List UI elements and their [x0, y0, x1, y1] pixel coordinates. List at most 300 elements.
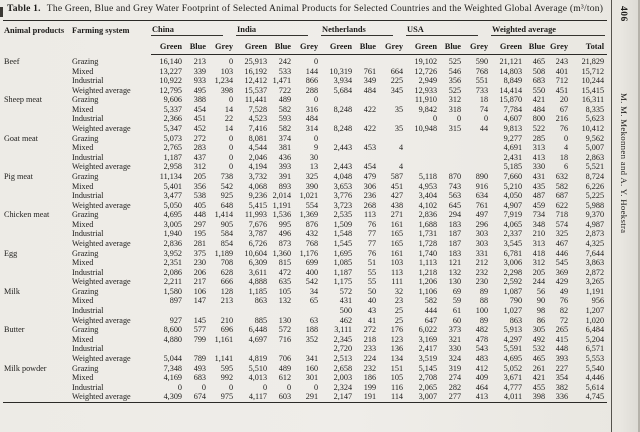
value-cell: 1,695 — [333, 248, 353, 258]
value-cell: 497 — [475, 210, 489, 220]
value-cell: 272 — [193, 133, 206, 143]
value-cell: 634 — [475, 191, 489, 201]
value-cell: 291 — [305, 392, 319, 402]
table-area — [3, 3, 609, 403]
value-cell — [379, 95, 406, 105]
value-cell: 1,176 — [299, 248, 319, 258]
value-cell: 331 — [475, 248, 489, 258]
value-cell: 413 — [475, 392, 489, 402]
value-cell: 1,021 — [299, 191, 319, 201]
farming-system-cell: Weighted average — [72, 277, 131, 287]
value-cell: 116 — [391, 382, 404, 392]
value-cell: 145 — [193, 315, 206, 325]
value-cell: 436 — [278, 152, 292, 162]
table-row — [3, 172, 607, 182]
value-cell: 2,872 — [585, 267, 605, 277]
value-cell: 4,987 — [585, 219, 605, 229]
product-cell — [3, 67, 71, 77]
value-cell: 14,803 — [499, 66, 523, 76]
value-cell: 230 — [475, 277, 489, 287]
value-cell: 2,351 — [163, 258, 182, 268]
value-cell: 9 — [313, 143, 319, 153]
value-cell: 1,161 — [214, 334, 234, 344]
farming-system-cell: Mixed — [72, 143, 94, 153]
value-cell: 2,086 — [163, 267, 182, 277]
value-cell: 296 — [475, 219, 489, 229]
value-cell: 484 — [305, 114, 319, 124]
farming-system-cell: Grazing — [72, 286, 99, 296]
value-cell — [151, 344, 185, 354]
value-cell: 375 — [193, 248, 206, 258]
value-cell — [355, 55, 379, 67]
value-cell: 398 — [532, 392, 546, 402]
value-cell: 187 — [448, 229, 462, 239]
value-cell: 35 — [394, 124, 404, 134]
value-cell: 975 — [220, 392, 234, 402]
value-cell: 4,777 — [503, 382, 523, 392]
value-cell: 281 — [193, 238, 206, 248]
value-cell: 409 — [475, 373, 489, 383]
value-cell: 55 — [367, 277, 377, 287]
value-cell: 1,471 — [272, 76, 292, 86]
value-cell: 105 — [278, 286, 292, 296]
value-cell: 2,046 — [248, 152, 268, 162]
value-cell — [406, 143, 440, 153]
value-cell: 381 — [278, 143, 292, 153]
product-cell: Pig meat — [4, 171, 33, 181]
farming-system-cell: Mixed — [72, 296, 94, 306]
value-cell: 5,050 — [163, 200, 182, 210]
value-cell: 352 — [305, 334, 319, 344]
value-cell: 587 — [390, 171, 404, 181]
farming-system-cell: Mixed — [72, 104, 94, 114]
value-cell: 706 — [278, 353, 292, 363]
value-cell: 303 — [475, 238, 489, 248]
value-cell: 666 — [220, 277, 234, 287]
value-cell: 1,191 — [585, 286, 605, 296]
value-cell: 0 — [313, 95, 319, 105]
value-cell: 325 — [555, 229, 569, 239]
farming-system-cell: Weighted average — [72, 162, 131, 172]
value-cell: 114 — [391, 392, 404, 402]
table-row — [3, 364, 607, 374]
col-header-green: Green — [321, 40, 355, 55]
value-cell: 30 — [309, 152, 319, 162]
value-cell: 49 — [559, 286, 569, 296]
col-header-green: Green — [236, 40, 270, 55]
value-cell: 893 — [278, 181, 292, 191]
table-label: Table 1. — [7, 3, 41, 14]
value-cell: 272 — [363, 325, 377, 335]
farming-system-cell: Mixed — [72, 219, 94, 229]
farming-system-cell: Industrial — [72, 306, 104, 316]
value-cell: 16,311 — [581, 95, 605, 105]
value-cell: 464 — [475, 382, 489, 392]
value-cell: 12,933 — [414, 85, 438, 95]
value-cell: 0 — [228, 382, 234, 392]
value-cell: 232 — [475, 267, 489, 277]
value-cell: 8,248 — [333, 104, 353, 114]
value-cell: 130 — [448, 277, 462, 287]
col-header-grey: Grey — [209, 40, 236, 55]
value-cell: 2,708 — [418, 373, 438, 383]
col-header-blue: Blue — [525, 40, 548, 55]
value-cell: 418 — [532, 248, 546, 258]
value-cell: 282 — [448, 382, 462, 392]
farming-system-cell: Mixed — [72, 258, 94, 268]
value-cell: 992 — [220, 373, 234, 383]
value-cell: 13,227 — [159, 66, 182, 76]
table-row — [3, 316, 607, 326]
value-cell: 0 — [228, 143, 234, 153]
farming-system-cell: Grazing — [72, 56, 99, 66]
value-cell: 0 — [286, 382, 292, 392]
value-cell: 465 — [532, 57, 546, 66]
value-cell: 628 — [220, 267, 234, 277]
value-cell: 43 — [367, 306, 377, 316]
col-group-label: USA — [406, 25, 478, 36]
value-cell: 6,726 — [248, 238, 268, 248]
value-cell: 4,194 — [248, 162, 268, 172]
value-cell: 3,519 — [418, 353, 438, 363]
value-cell: 4,544 — [248, 143, 268, 153]
value-cell: 3,545 — [503, 238, 523, 248]
value-cell: 995 — [278, 219, 292, 229]
value-cell: 0 — [201, 382, 206, 392]
value-cell: 1,218 — [418, 267, 438, 277]
value-cell: 885 — [254, 315, 268, 325]
table-row — [3, 306, 607, 316]
running-head: M. M. Mekonnen and A. Y. Hoekstra — [619, 93, 629, 234]
value-cell: 4 — [398, 162, 404, 172]
value-cell: 582 — [278, 104, 292, 114]
value-cell: 236 — [363, 191, 377, 201]
value-cell: 0 — [456, 114, 462, 124]
value-cell — [294, 344, 321, 354]
value-cell — [440, 143, 464, 153]
farming-system-cell: Weighted average — [72, 238, 131, 248]
value-cell: 111 — [391, 277, 404, 287]
value-cell: 210 — [220, 315, 234, 325]
table-row — [3, 354, 607, 364]
value-cell: 336 — [555, 392, 569, 402]
value-cell: 401 — [555, 66, 569, 76]
value-cell: 2,765 — [163, 143, 182, 153]
farming-system-cell: Grazing — [72, 325, 99, 335]
value-cell: 60 — [452, 315, 462, 325]
value-cell: 12,726 — [414, 66, 438, 76]
value-cell: 4,907 — [503, 200, 523, 210]
value-cell: 147 — [193, 296, 206, 306]
table-row — [3, 373, 607, 383]
value-cell: 32 — [394, 286, 404, 296]
value-cell: 405 — [193, 200, 206, 210]
value-cell: 435 — [532, 181, 546, 191]
value-cell: 165 — [390, 229, 404, 239]
value-cell: 9,236 — [248, 191, 268, 201]
product-cell — [3, 124, 71, 134]
value-cell: 465 — [532, 353, 546, 363]
value-cell: 5,073 — [163, 133, 182, 143]
farming-system-cell: Grazing — [72, 363, 99, 373]
value-cell: 218 — [363, 334, 377, 344]
value-cell: 2,211 — [163, 277, 182, 287]
value-cell: 1,187 — [333, 267, 353, 277]
value-cell: 176 — [390, 325, 404, 335]
value-cell: 11,441 — [244, 95, 268, 105]
value-cell: 1,234 — [214, 76, 234, 86]
value-cell: 76 — [367, 219, 377, 229]
value-cell: 448 — [555, 344, 569, 354]
product-cell — [3, 114, 71, 124]
col-group-label: Weighted average — [491, 25, 605, 36]
value-cell: 462 — [339, 315, 353, 325]
value-cell: 495 — [193, 85, 206, 95]
value-cell: 5,401 — [163, 181, 182, 191]
value-cell: 89 — [479, 315, 489, 325]
value-cell: 67 — [559, 104, 569, 114]
value-cell: 18 — [559, 152, 569, 162]
value-cell: 674 — [193, 392, 206, 402]
value-cell: 554 — [305, 200, 319, 210]
value-cell: 398 — [220, 85, 234, 95]
col-header-blue: Blue — [440, 40, 464, 55]
value-cell: 645 — [448, 200, 462, 210]
value-cell: 582 — [424, 296, 438, 306]
value-cell: 288 — [305, 85, 319, 95]
value-cell: 533 — [278, 66, 292, 76]
table-row — [3, 383, 607, 393]
value-cell: 1,369 — [299, 210, 319, 220]
value-cell: 1,940 — [163, 229, 182, 239]
value-cell: 325 — [305, 171, 319, 181]
farming-system-cell: Grazing — [72, 210, 99, 220]
value-cell: 35 — [394, 104, 404, 114]
value-cell: 13 — [309, 162, 319, 172]
value-cell: 897 — [169, 296, 182, 306]
value-cell — [270, 306, 294, 316]
value-cell: 0 — [228, 162, 234, 172]
value-cell: 303 — [475, 229, 489, 239]
value-cell: 206 — [193, 267, 206, 277]
value-cell: 577 — [193, 325, 206, 335]
value-cell: 20 — [559, 95, 569, 105]
value-cell: 210 — [532, 229, 546, 239]
table-row — [3, 124, 607, 134]
value-cell: 2,873 — [585, 229, 605, 239]
value-cell: 103 — [390, 258, 404, 268]
value-cell: 5,540 — [585, 363, 605, 373]
table-row — [3, 105, 607, 115]
value-cell: 224 — [363, 353, 377, 363]
farming-system-cell: Weighted average — [72, 392, 131, 402]
value-cell: 493 — [193, 363, 206, 373]
value-cell: 4,697 — [248, 334, 268, 344]
value-cell: 373 — [448, 325, 462, 335]
farming-system-cell: Grazing — [72, 171, 99, 181]
value-cell: 69 — [452, 286, 462, 296]
product-cell — [3, 316, 71, 326]
value-cell — [151, 306, 185, 316]
value-cell: 4,691 — [503, 143, 523, 153]
product-cell — [3, 296, 71, 306]
value-cell — [464, 162, 491, 172]
value-cell: 14 — [224, 104, 234, 114]
product-cell — [3, 86, 71, 96]
value-cell: 454 — [363, 162, 377, 172]
value-cell: 10,319 — [329, 66, 353, 76]
water-footprint-table — [3, 20, 607, 403]
value-cell: 1,113 — [418, 258, 438, 268]
farming-system-cell: Industrial — [72, 344, 104, 354]
value-cell: 815 — [278, 258, 292, 268]
value-cell: 2,592 — [503, 277, 523, 287]
value-cell: 15,537 — [244, 85, 268, 95]
col-header-green: Green — [491, 40, 525, 55]
value-cell: 88 — [479, 296, 489, 306]
table-row — [3, 335, 607, 345]
value-cell: 696 — [220, 325, 234, 335]
value-cell: 134 — [390, 353, 404, 363]
value-cell: 8,849 — [503, 76, 523, 86]
value-cell: 9,842 — [418, 104, 438, 114]
value-cell: 1,191 — [272, 200, 292, 210]
value-cell: 508 — [532, 66, 546, 76]
col-group-label: Netherlands — [321, 25, 393, 36]
value-cell: 484 — [532, 104, 546, 114]
value-cell: 77 — [367, 229, 377, 239]
value-cell — [464, 153, 491, 163]
value-cell: 89 — [479, 286, 489, 296]
value-cell: 5,337 — [163, 104, 182, 114]
value-cell: 2,337 — [503, 229, 523, 239]
value-cell: 5,204 — [585, 334, 605, 344]
value-cell: 14,414 — [499, 85, 523, 95]
value-cell: 232 — [363, 363, 377, 373]
value-cell: 77 — [367, 238, 377, 248]
farming-system-cell: Grazing — [72, 248, 99, 258]
value-cell: 388 — [193, 95, 206, 105]
value-cell: 10,922 — [159, 76, 182, 86]
value-cell: 2,417 — [418, 344, 438, 354]
table-row — [3, 229, 607, 239]
value-cell: 437 — [193, 152, 206, 162]
value-cell: 2,431 — [503, 152, 523, 162]
value-cell: 2,443 — [333, 143, 353, 153]
value-cell: 2,949 — [418, 76, 438, 86]
value-cell: 799 — [193, 334, 206, 344]
value-cell: 482 — [475, 325, 489, 335]
value-cell: 0 — [177, 382, 182, 392]
value-cell: 412 — [475, 363, 489, 373]
col-group-india — [236, 21, 321, 41]
col-header-farming-system: Farming system — [72, 26, 130, 35]
page-number: 406 — [618, 6, 628, 22]
farming-system-cell: Weighted average — [72, 200, 131, 210]
farming-system-cell: Industrial — [72, 229, 104, 239]
value-cell: 4,068 — [248, 181, 268, 191]
value-cell: 873 — [278, 238, 292, 248]
value-cell: 123 — [390, 334, 404, 344]
table-row — [3, 249, 607, 259]
value-cell: 1,536 — [272, 210, 292, 220]
value-cell: 314 — [305, 124, 319, 134]
value-cell: 76 — [559, 124, 569, 134]
value-cell: 165 — [390, 238, 404, 248]
value-cell — [406, 162, 440, 172]
value-cell: 483 — [475, 353, 489, 363]
value-cell: 6,484 — [585, 325, 605, 335]
value-cell: 3,653 — [333, 181, 353, 191]
value-cell — [379, 55, 406, 67]
value-cell: 21,829 — [581, 57, 605, 66]
value-cell: 612 — [278, 373, 292, 383]
table-row — [3, 287, 607, 297]
value-cell: 563 — [448, 191, 462, 201]
value-cell: 431 — [532, 171, 546, 181]
value-cell: 451 — [193, 114, 206, 124]
value-cell: 0 — [228, 57, 234, 66]
value-cell: 212 — [475, 258, 489, 268]
value-cell: 890 — [475, 171, 489, 181]
value-cell: 3,404 — [418, 191, 438, 201]
value-cell: 1,207 — [585, 306, 605, 316]
value-cell: 2,836 — [418, 210, 438, 220]
value-cell: 5,623 — [585, 114, 605, 124]
value-cell: 4,745 — [585, 392, 605, 402]
value-cell: 14 — [224, 124, 234, 134]
value-cell: 391 — [278, 171, 292, 181]
product-cell — [3, 162, 71, 172]
product-cell — [3, 191, 71, 201]
table-row — [3, 134, 607, 144]
col-group-china — [151, 21, 236, 41]
table-body — [3, 55, 607, 403]
value-cell: 687 — [555, 191, 569, 201]
col-group-netherlands — [321, 21, 406, 41]
value-cell: 285 — [532, 133, 546, 143]
value-cell: 128 — [220, 286, 234, 296]
value-cell: 451 — [390, 181, 404, 191]
value-cell: 866 — [305, 76, 319, 86]
farming-system-cell: Industrial — [72, 267, 104, 277]
value-cell: 413 — [532, 152, 546, 162]
value-cell: 16,192 — [244, 66, 268, 76]
value-cell: 7,644 — [585, 248, 605, 258]
value-cell: 76 — [559, 296, 569, 306]
value-cell: 2,658 — [333, 363, 353, 373]
value-cell: 5,052 — [503, 363, 523, 373]
value-cell: 2,863 — [585, 152, 605, 162]
value-cell: 348 — [532, 219, 546, 229]
value-cell: 65 — [309, 296, 319, 306]
value-cell: 4 — [398, 143, 404, 153]
product-cell — [3, 306, 71, 316]
value-cell: 9,562 — [585, 133, 605, 143]
value-cell: 3,934 — [333, 76, 353, 86]
value-cell: 489 — [278, 363, 292, 373]
value-cell: 188 — [305, 325, 319, 335]
value-cell: 225 — [390, 76, 404, 86]
value-cell: 3,863 — [585, 258, 605, 268]
value-cell: 5,347 — [163, 124, 182, 134]
value-cell: 7,416 — [248, 124, 268, 134]
value-cell: 6,226 — [585, 181, 605, 191]
value-cell: 421 — [532, 95, 546, 105]
value-cell: 683 — [193, 373, 206, 383]
col-group-label: China — [151, 25, 223, 36]
col-group-label: India — [236, 25, 308, 36]
